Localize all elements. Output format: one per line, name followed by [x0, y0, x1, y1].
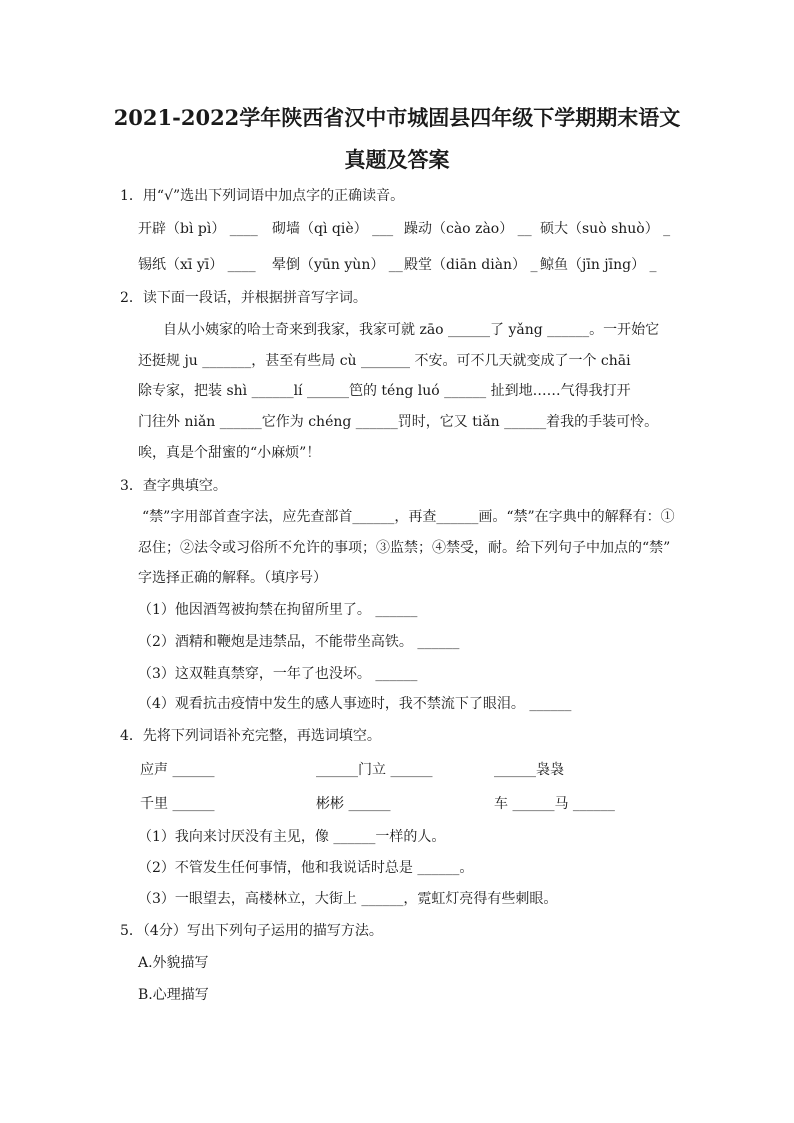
q2-line-3: 除专家，把装 shì ______lí ______笆的 téng luó ______ 扯到地……气得我打开 [138, 383, 631, 399]
q3-line-2: 忍住；②法令或习俗所不允许的事项；③监禁；④禁受，耐。给下列句子中加点的“禁” [138, 540, 671, 556]
q4-word-3: ______袅袅 [494, 762, 564, 778]
q4-item-3: （3）一眼望去，高楼林立，大街上 ______，霓虹灯亮得有些刺眼。 [138, 891, 558, 907]
q4-word-5: 彬彬 ______ [316, 796, 391, 812]
doc-title-line2: 真题及答案 [344, 147, 450, 172]
q1-item-6: 晕倒（yūn yùn） __ [272, 257, 403, 273]
q3-stem: 3．查字典填空。 [120, 478, 227, 494]
q3-item-4: （4）观看抗击疫情中发生的感人事迹时，我不禁流下了眼泪。 ______ [138, 696, 572, 712]
q5-option-b: B.心理描写 [138, 987, 209, 1003]
q1-item-3: 躁动（cào zào） __ [404, 221, 532, 237]
q2-line-5: 唉，真是个甜蜜的“小麻烦”！ [138, 445, 321, 461]
q3-line-3: 字选择正确的解释。（填序号） [138, 570, 327, 586]
q4-word-4: 千里 ______ [140, 796, 215, 812]
q1-item-2: 砌墙（qì qiè） ___ [272, 221, 394, 237]
q1-stem: 1．用“√”选出下列词语中加点字的正确读音。 [120, 188, 405, 204]
q3-item-3: （3）这双鞋真禁穿，一年了也没坏。 ______ [138, 666, 418, 682]
doc-title-line1: 2021-2022学年陕西省汉中市城固县四年级下学期期末语文 [113, 105, 681, 130]
q3-item-2: （2）酒精和鞭炮是违禁品，不能带坐高铁。 ______ [138, 634, 460, 650]
q2-line-1: 自从小姨家的哈士奇来到我家，我家可就 zāo ______了 yǎng ______。一开始它 [163, 322, 660, 338]
q5-option-a: A.外貌描写 [138, 955, 209, 971]
q3-line-1: “禁”字用部首查字法，应先查部首______，再查______画。“禁”在字典中的解释有：① [142, 509, 675, 525]
q1-item-8: 鲸鱼（jīn jīng） _ [540, 257, 657, 273]
q3-item-1: （1）他因酒驾被拘禁在拘留所里了。 ______ [138, 602, 418, 618]
q1-item-5: 锡纸（xī yī） ____ [138, 257, 256, 273]
q4-word-2: ______门立 ______ [316, 762, 433, 778]
q1-item-4: 硕大（suò shuò） _ [540, 221, 671, 237]
q4-stem: 4．先将下列词语补充完整，再选词填空。 [120, 728, 381, 744]
q2-line-2: 还挺规 ju _______，甚至有些局 cù _______ 不安。可不几天就变成了一个 chāi [138, 353, 631, 369]
q4-word-1: 应声 ______ [140, 762, 215, 778]
q5-stem: 5．（4分）写出下列句子运用的描写方法。 [120, 923, 383, 939]
q4-item-2: （2）不管发生任何事情，他和我说话时总是 ______。 [138, 860, 474, 876]
q1-item-7: 殿堂（diān diàn） _ [404, 257, 538, 273]
q4-item-1: （1）我向来讨厌没有主见，像 ______一样的人。 [138, 829, 446, 845]
q4-word-6: 车 ______马 ______ [494, 796, 615, 812]
q2-line-4: 门往外 niǎn ______它作为 chéng ______罚时，它又 tiǎn ______着我的手装可怜。 [138, 414, 659, 430]
q1-item-1: 开辟（bì pì） ____ [138, 221, 258, 237]
q2-stem: 2．读下面一段话，并根据拼音写字词。 [120, 290, 367, 306]
